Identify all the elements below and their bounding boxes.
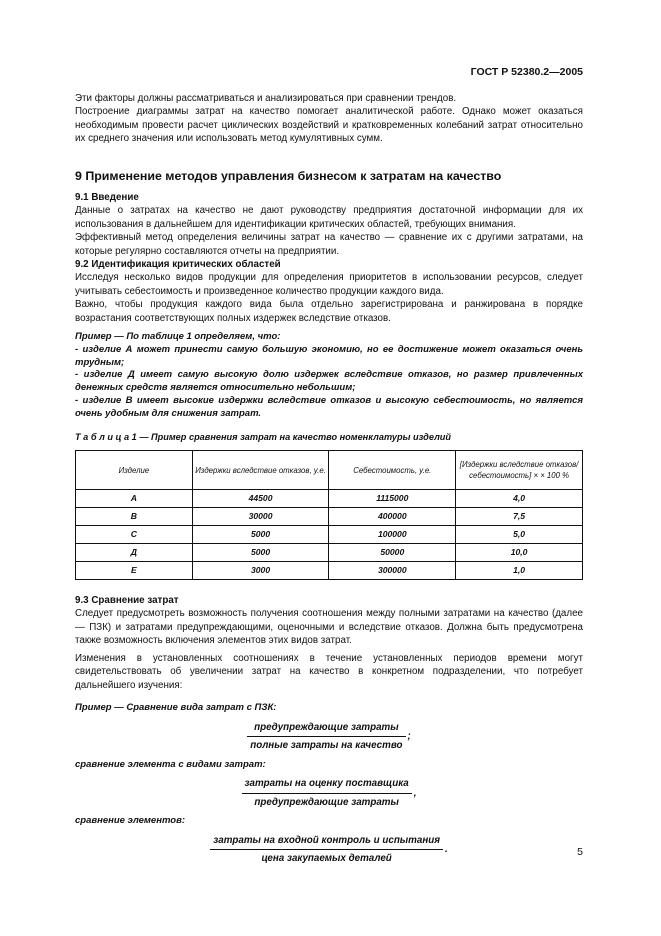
example-label: сравнение элементов:	[75, 815, 185, 827]
subsection-heading: 9.3 Сравнение затрат	[75, 595, 179, 607]
table-row	[76, 562, 583, 580]
table-cell: Е	[76, 562, 193, 580]
table-cell: 30000	[192, 508, 329, 526]
formula-numerator: предупреждающие затраты	[247, 721, 405, 737]
paragraph: Данные о затратах на качество не дают руководству предприятия достаточной информации для их использования в дальнейшем для идентификации критических областей, требующих внимания.	[75, 205, 583, 230]
table-cell: 5000	[192, 526, 329, 544]
paragraph: Построение диаграммы затрат на качество помогает аналитической работе. Однако может оказаться необходимым провести расчет циклических воздействий и кратковременных колебаний затрат относительно их среднего значения или использовать метод кумулятивных сумм.	[75, 106, 583, 145]
formula-ratio	[75, 777, 583, 809]
column-header: Издержки вследствие отказов, у.е.	[192, 451, 329, 490]
subsection-heading: 9.1 Введение	[75, 192, 139, 204]
table-header-row	[76, 451, 583, 490]
table-cell: 5,0	[456, 526, 583, 544]
formula-punctuation: ;	[407, 730, 411, 742]
paragraph: Изменения в установленных соотношениях в течение установленных периодов времени могут свидетельствовать об увеличении затрат на качество в конкретном подразделении, что потребует дальнейшего изучения:	[75, 652, 583, 691]
formula-ratio	[75, 721, 583, 753]
table-cell: С	[76, 526, 193, 544]
column-header: Себестоимость, у.е.	[329, 451, 456, 490]
comparison-table	[75, 450, 583, 580]
formula-ratio	[75, 834, 583, 866]
table-row	[76, 508, 583, 526]
paragraph: Эти факторы должны рассматриваться и анализироваться при сравнении трендов.	[75, 93, 457, 104]
table-cell: 5000	[192, 544, 329, 562]
table-cell: Д	[76, 544, 193, 562]
page-content	[75, 92, 583, 872]
formula-denominator: полные затраты на качество	[250, 740, 403, 752]
table-cell: 4,0	[456, 490, 583, 508]
formula-punctuation: .	[445, 844, 448, 856]
table-cell: 50000	[329, 544, 456, 562]
table-cell: 3000	[192, 562, 329, 580]
document-id: ГОСТ Р 52380.2—2005	[470, 66, 583, 78]
table-cell: В	[76, 508, 193, 526]
table-row	[76, 544, 583, 562]
table-cell: 400000	[329, 508, 456, 526]
formula-denominator: цена закупаемых деталей	[261, 853, 392, 865]
paragraph: Исследуя несколько видов продукции для определения приоритетов в использовании ресурсов, следует учитывать себестоимость и произведенное количество продукции каждого вида.	[75, 272, 583, 297]
example-label: сравнение элемента с видами затрат:	[75, 758, 266, 770]
table-cell: 1115000	[329, 490, 456, 508]
table-cell: 1,0	[456, 562, 583, 580]
formula-denominator: предупреждающие затраты	[254, 796, 399, 808]
subsection-heading: 9.2 Идентификация критических областей	[75, 259, 281, 271]
paragraph: Важно, чтобы продукция каждого вида была отдельно зарегистрирована и ранжирована в порядке возрастания соответствующих полных издержек вследствие отказов.	[75, 299, 583, 324]
table-cell: 44500	[192, 490, 329, 508]
formula-numerator: затраты на оценку поставщика	[242, 777, 412, 793]
section-heading: 9 Применение методов управления бизнесом к затратам на качество	[75, 168, 502, 183]
example-line: - изделие Д имеет самую высокую долю издержек вследствие отказов, но размер привлеченных денежных средств является относительно небольшим;	[75, 369, 583, 394]
paragraph: Эффективный метод определения величины затрат на качество — сравнение их с другими затратами, на которые регулярно составляются отчеты на предприятии.	[75, 232, 583, 257]
table-row	[76, 490, 583, 508]
formula-punctuation: ,	[413, 787, 417, 799]
column-header: [Издержки вследствие отказов/себестоимость] × × 100 %	[456, 451, 583, 490]
paragraph: Следует предусмотреть возможность получения соотношения между полными затратами на качество (далее — ПЗК) и затратами предупреждающими, оценочными и вследствие отказов. Должна быть предусмотрена также возможность включения элементов этих видов затрат.	[75, 608, 583, 647]
formula-numerator: затраты на входной контроль и испытания	[210, 834, 443, 850]
table-cell: 100000	[329, 526, 456, 544]
example-line: - изделие А может принести самую большую экономию, но ее достижение может оказаться очень трудным;	[75, 343, 583, 368]
column-header: Изделие	[76, 451, 193, 490]
table-cell: 7,5	[456, 508, 583, 526]
example-label: Пример — Сравнение вида затрат с ПЗК:	[75, 701, 277, 713]
example-line: Пример — По таблице 1 определяем, что:	[75, 331, 281, 343]
table-row	[76, 526, 583, 544]
table-cell: 300000	[329, 562, 456, 580]
table-cell: А	[76, 490, 193, 508]
table-cell: 10,0	[456, 544, 583, 562]
example-line: - изделие В имеет высокие издержки вследствие отказов и высокую себестоимость, но является очень удобным для снижения затрат.	[75, 395, 583, 419]
example-block	[75, 331, 583, 421]
page-number: 5	[577, 846, 583, 858]
table-caption: Т а б л и ц а 1 — Пример сравнения затрат на качество номенклатуры изделий	[75, 431, 452, 442]
